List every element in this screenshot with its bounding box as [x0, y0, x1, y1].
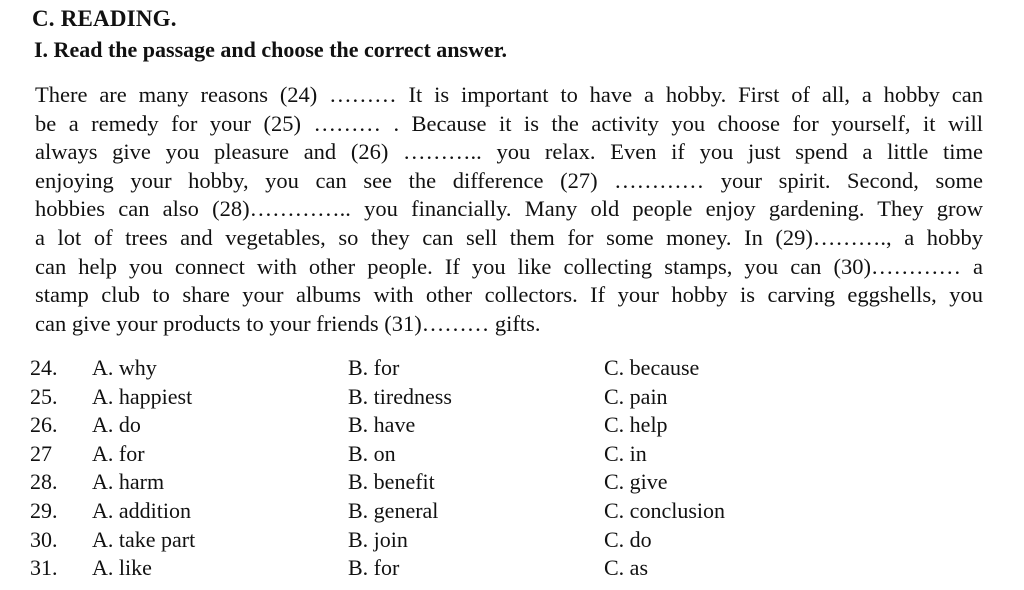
option-c: C. give [604, 469, 668, 495]
option-a: A. do [92, 412, 141, 438]
option-a: A. take part [92, 526, 196, 552]
option-c: C. because [604, 355, 700, 380]
passage-line: hobbies can also (28)………….. you financially. Many old people enjoy gardening. They grow [35, 196, 983, 222]
option-b: B. benefit [348, 469, 435, 495]
reading-passage [35, 81, 983, 338]
passage-line: be a remedy for your (25) ……… . Because it is the activity you choose for yourself, it will [35, 110, 983, 136]
question-number: 26. [30, 412, 58, 438]
option-b: B. general [348, 497, 439, 523]
question-number: 24. [30, 355, 58, 380]
instruction-heading: I. Read the passage and choose the correct answer. [34, 37, 507, 62]
option-c: C. conclusion [604, 497, 725, 523]
option-c: C. help [604, 412, 668, 438]
question-row [30, 526, 990, 555]
option-b: B. on [348, 440, 396, 466]
option-b: B. for [348, 355, 400, 380]
question-row [30, 554, 990, 583]
question-row [30, 354, 990, 383]
option-b: B. tiredness [348, 383, 452, 409]
option-c: C. do [604, 526, 652, 552]
question-row [30, 383, 990, 412]
section-heading: C. READING. [32, 6, 177, 31]
option-a: A. harm [92, 469, 165, 495]
question-list [30, 354, 990, 583]
option-c: C. as [604, 555, 648, 581]
option-b: B. for [348, 555, 400, 581]
option-b: B. have [348, 412, 416, 438]
passage-line: can give your products to your friends (31)……… gifts. [35, 310, 541, 336]
question-row [30, 411, 990, 440]
passage-line: enjoying your hobby, you can see the difference (27) ………… your spirit. Second, some [35, 167, 983, 193]
passage-line: stamp club to share your albums with other collectors. If your hobby is carving eggshells, you [35, 282, 983, 308]
passage-line: There are many reasons (24) ……… It is important to have a hobby. First of all, a hobby can [35, 82, 983, 107]
question-row [30, 440, 990, 469]
passage-line: can help you connect with other people. If you like collecting stamps, you can (30)………… a [35, 253, 983, 279]
question-row [30, 468, 990, 497]
option-b: B. join [348, 526, 408, 552]
option-a: A. why [92, 355, 157, 380]
question-number: 25. [30, 383, 58, 409]
option-c: C. in [604, 440, 647, 466]
passage-line: a lot of trees and vegetables, so they can sell them for some money. In (29)………., a hobby [35, 224, 983, 250]
option-c: C. pain [604, 383, 668, 409]
question-number: 31. [30, 555, 58, 581]
passage-line: always give you pleasure and (26) ……….. you relax. Even if you just spend a little time [35, 139, 983, 165]
question-number: 30. [30, 526, 58, 552]
question-number: 29. [30, 497, 58, 523]
option-a: A. for [92, 440, 145, 466]
question-number: 28. [30, 469, 58, 495]
option-a: A. happiest [92, 383, 193, 409]
question-row [30, 497, 990, 526]
option-a: A. addition [92, 497, 191, 523]
question-number: 27 [30, 440, 52, 466]
option-a: A. like [92, 555, 152, 581]
